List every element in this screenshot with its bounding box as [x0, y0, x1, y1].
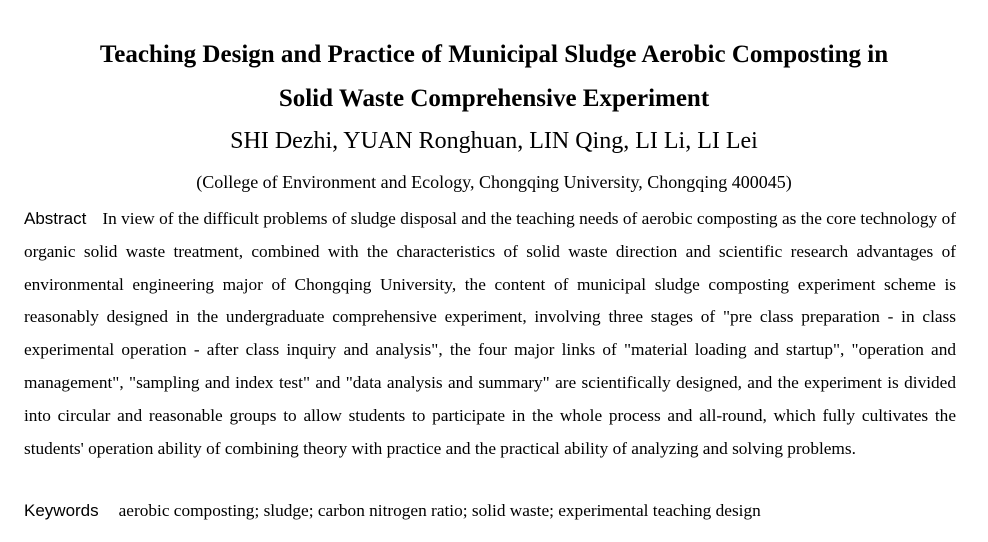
paper-title-line-2: Solid Waste Comprehensive Experiment — [278, 85, 710, 112]
keywords-line — [24, 497, 956, 525]
keywords-label: Keywords — [24, 501, 99, 520]
paper-authors: SHI Dezhi, YUAN Ronghuan, LIN Qing, LI Li, LI Lei — [230, 128, 758, 154]
abstract-label: Abstract — [24, 209, 87, 228]
paper-affiliation: (College of Environment and Ecology, Chongqing University, Chongqing 400045) — [196, 172, 792, 192]
abstract-paragraph — [24, 203, 956, 465]
abstract-text: In view of the difficult problems of sludge disposal and the teaching needs of aerobic composting as the core technology of organic solid waste treatment, combined with the characteristics of solid waste direction and scientific research advantages of environmental engineering major of Chongqing University, the content of municipal sludge composting experiment scheme is reasonably designed in the undergraduate comprehensive experiment, involving three stages of "pre class preparation - in class experimental operation - after class inquiry and analysis", the four major links of "material loading and startup", "operation and management", "sampling and index test" and "data analysis and summary" are scientifically designed, and the experiment is divided into circular and reasonable groups to allow students to participate in the whole process and all-round, which fully cultivates the students' operation ability of combining theory with practice and the practical ability of analyzing and solving problems. — [24, 209, 956, 458]
keywords-text: aerobic composting; sludge; carbon nitrogen ratio; solid waste; experimental teaching design — [118, 501, 761, 520]
paper-title-line-1: Teaching Design and Practice of Municipal Sludge Aerobic Composting in — [99, 41, 889, 68]
